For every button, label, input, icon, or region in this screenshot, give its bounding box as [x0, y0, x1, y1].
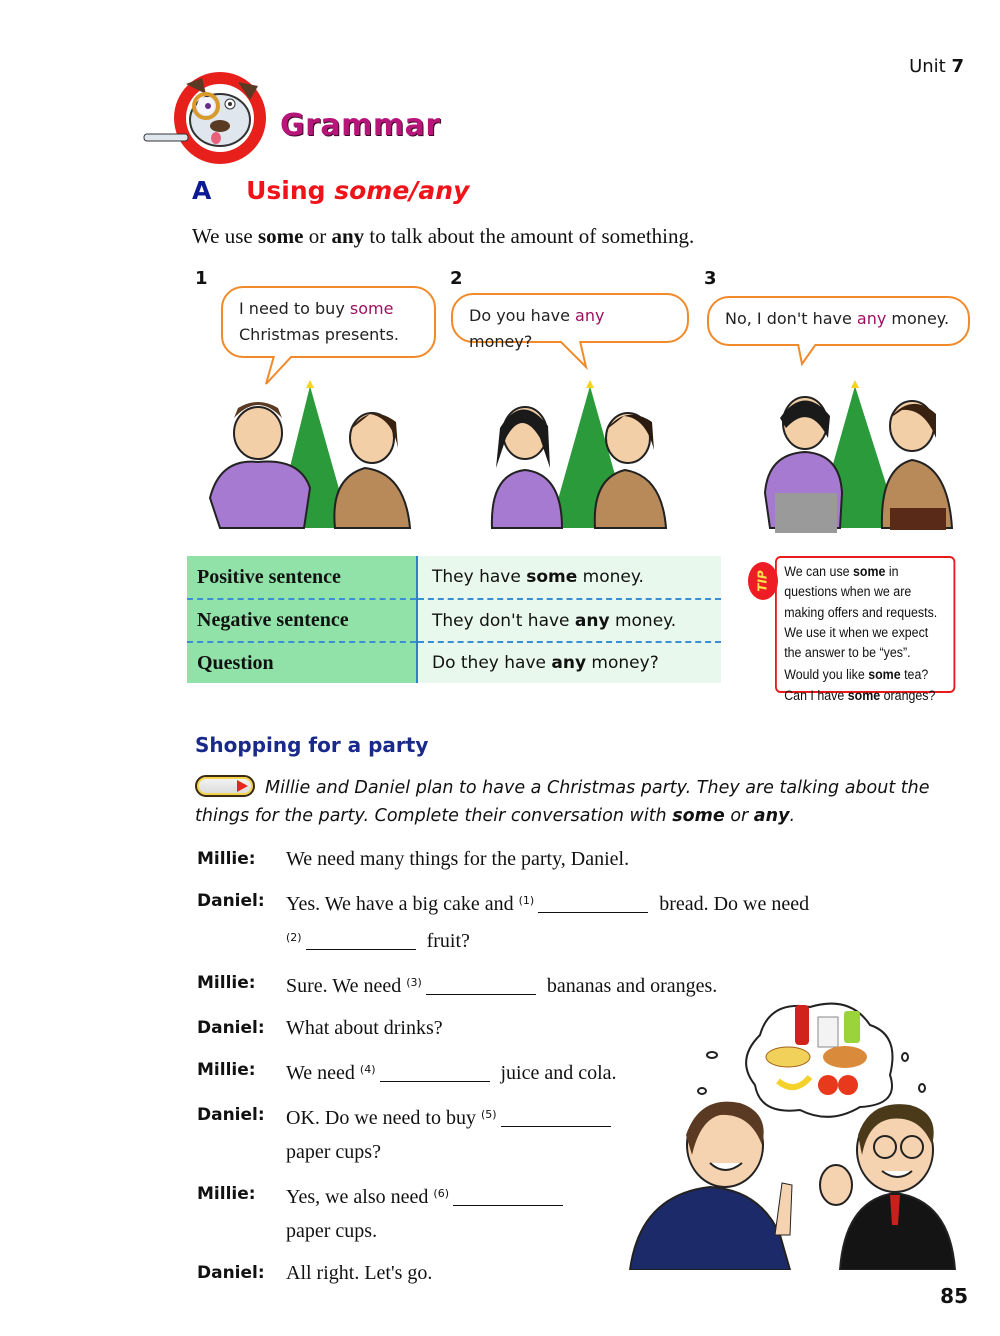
- bubble-1-line-2: Christmas presents.: [239, 324, 399, 344]
- answer-blank-4[interactable]: [380, 1060, 490, 1082]
- bubble-text: money?: [469, 331, 533, 351]
- tip-text: Would you like: [784, 667, 869, 683]
- tip-text: Can I have: [784, 687, 848, 703]
- example-text: Do they have: [432, 653, 552, 673]
- table-row: [187, 556, 721, 599]
- speaker-label: Daniel:: [197, 1263, 265, 1283]
- tip-explanation: [784, 562, 946, 663]
- tip-text: tea?: [900, 667, 929, 683]
- speaker-label: Millie:: [197, 973, 256, 993]
- utterance: What about drinks?: [286, 1017, 443, 1039]
- thought-bubble: [698, 1004, 925, 1117]
- grammar-dog-mascot-icon: [142, 64, 276, 168]
- section-title: [246, 176, 469, 205]
- scene-2: [492, 380, 666, 528]
- example-keyword: any: [574, 610, 610, 631]
- example-keyword: some: [526, 567, 578, 587]
- tip-text: oranges?: [880, 687, 936, 703]
- bubble-keyword: any: [856, 309, 887, 328]
- page-number: 85: [940, 1284, 968, 1308]
- utterance-text: OK. Do we need to buy: [286, 1107, 481, 1129]
- speaker-label: Millie:: [197, 1060, 256, 1080]
- bubble-keyword: any: [575, 306, 605, 325]
- utterance-text: We need: [286, 1062, 360, 1084]
- tip-example-1: [784, 665, 946, 685]
- row-label: Negative sentence: [187, 599, 417, 642]
- tip-text: We can use: [784, 564, 854, 579]
- utterance-text: paper cups.: [286, 1220, 378, 1242]
- tip-keyword: some: [847, 687, 881, 703]
- intro-keyword-any: any: [331, 224, 365, 248]
- blank-number: (6): [433, 1187, 449, 1200]
- intro-part: to talk about the amount of something.: [364, 224, 695, 248]
- row-example: [417, 599, 721, 642]
- panel-number-1: 1: [195, 268, 208, 289]
- speech-bubble-2: [451, 293, 689, 351]
- panel-number-2: 2: [450, 268, 463, 289]
- example-text: money.: [609, 610, 677, 631]
- tip-keyword: some: [868, 667, 901, 683]
- bubble-1-line-1: [239, 296, 418, 322]
- answer-blank-5[interactable]: [501, 1105, 611, 1127]
- answer-blank-1[interactable]: [538, 891, 648, 913]
- utterance-text: Yes, we also need: [286, 1186, 434, 1208]
- utterance-text: Sure. We need: [286, 975, 407, 997]
- bubble-text: No, I don't have: [725, 309, 857, 328]
- unit-prefix: Unit: [909, 56, 946, 77]
- instruction-keyword: any: [753, 806, 790, 826]
- intro-part: or: [303, 224, 332, 248]
- utterance: [286, 884, 917, 958]
- speaker-label: Daniel:: [197, 1105, 265, 1125]
- bubble-text: I need to buy: [239, 299, 350, 318]
- utterance: All right. Let's go.: [286, 1262, 433, 1284]
- section-letter: A: [192, 176, 212, 205]
- section-title-prefix: Using: [246, 176, 335, 205]
- utterance-text: juice and cola.: [495, 1062, 617, 1084]
- instruction-part: or: [724, 806, 754, 826]
- speech-bubble-1: [221, 286, 436, 358]
- grammar-table: [187, 556, 721, 683]
- instruction-part: Millie and Daniel plan to have a Christmas party. They are talking about the things for the party. Complete their conversation with: [195, 778, 930, 826]
- audio-play-icon[interactable]: [195, 775, 255, 797]
- row-label: Positive sentence: [187, 556, 417, 599]
- tip-badge-label: TIP: [755, 570, 770, 592]
- blank-number: (3): [406, 976, 422, 989]
- instruction-text: [195, 774, 965, 830]
- section-a-heading: [192, 176, 469, 205]
- christmas-scenes-illustration: [200, 378, 960, 538]
- example-keyword: any: [551, 653, 587, 673]
- tip-keyword: some: [853, 564, 886, 579]
- utterance-text: fruit?: [421, 930, 470, 952]
- speaker-label: Millie:: [197, 1184, 256, 1204]
- bubble-tail-2: [556, 341, 596, 371]
- bubble-keyword: some: [349, 299, 394, 318]
- utterance-text: paper cups?: [286, 1141, 381, 1163]
- intro-text: [192, 224, 694, 249]
- table-row: [187, 599, 721, 642]
- speaker-label: Daniel:: [197, 891, 265, 911]
- row-example: [417, 642, 721, 683]
- instruction-keyword: some: [672, 806, 725, 826]
- utterance-text: Yes. We have a big cake and: [286, 893, 519, 915]
- unit-number: 7: [951, 56, 964, 77]
- bubble-tail-3: [792, 344, 832, 366]
- table-row: [187, 642, 721, 683]
- example-text: They have: [432, 567, 527, 587]
- shopping-section-title: Shopping for a party: [195, 733, 429, 757]
- speaker-label: Daniel:: [197, 1018, 265, 1038]
- utterance-text: bread. Do we need: [654, 893, 810, 915]
- utterance: We need many things for the party, Daniel.: [286, 848, 630, 870]
- bubble-text: money.: [886, 309, 950, 328]
- utterance-text: bananas and oranges.: [541, 975, 718, 997]
- answer-blank-6[interactable]: [453, 1184, 563, 1206]
- scene-3: [765, 380, 952, 533]
- bubble-text: Do you have: [469, 306, 576, 325]
- blank-number: (4): [359, 1063, 376, 1076]
- dialog-line: [197, 884, 917, 958]
- grammar-title: Grammar: [280, 108, 441, 143]
- tip-text: in questions when we are making offers and requests. We use it when we expect the answer to be “yes”.: [784, 564, 938, 660]
- blank-number: (5): [480, 1108, 497, 1121]
- daniel-character: [820, 1104, 955, 1270]
- speech-bubble-3: [707, 296, 970, 346]
- example-text: money?: [586, 653, 659, 673]
- answer-blank-2[interactable]: [306, 928, 416, 950]
- blank-number: (2): [286, 931, 302, 944]
- unit-label: [909, 56, 964, 77]
- intro-keyword-some: some: [257, 224, 304, 248]
- answer-blank-3[interactable]: [426, 973, 536, 995]
- tip-example-2: [784, 686, 946, 706]
- section-title-italic: some/any: [334, 176, 470, 205]
- tip-badge-icon: [748, 562, 778, 600]
- example-text: They don't have: [432, 610, 575, 631]
- row-example: [417, 556, 721, 599]
- row-label: Question: [187, 642, 417, 683]
- scene-1: [210, 380, 410, 528]
- example-text: money.: [577, 567, 644, 587]
- dialog-line: [197, 842, 917, 876]
- party-thinking-illustration: [610, 995, 980, 1270]
- intro-part: We use: [192, 224, 258, 248]
- millie-character: [630, 1102, 792, 1270]
- tip-box: [775, 556, 955, 703]
- blank-number: (1): [518, 894, 535, 907]
- panel-number-3: 3: [704, 268, 717, 289]
- speaker-label: Millie:: [197, 849, 256, 869]
- instruction-part: .: [789, 806, 796, 826]
